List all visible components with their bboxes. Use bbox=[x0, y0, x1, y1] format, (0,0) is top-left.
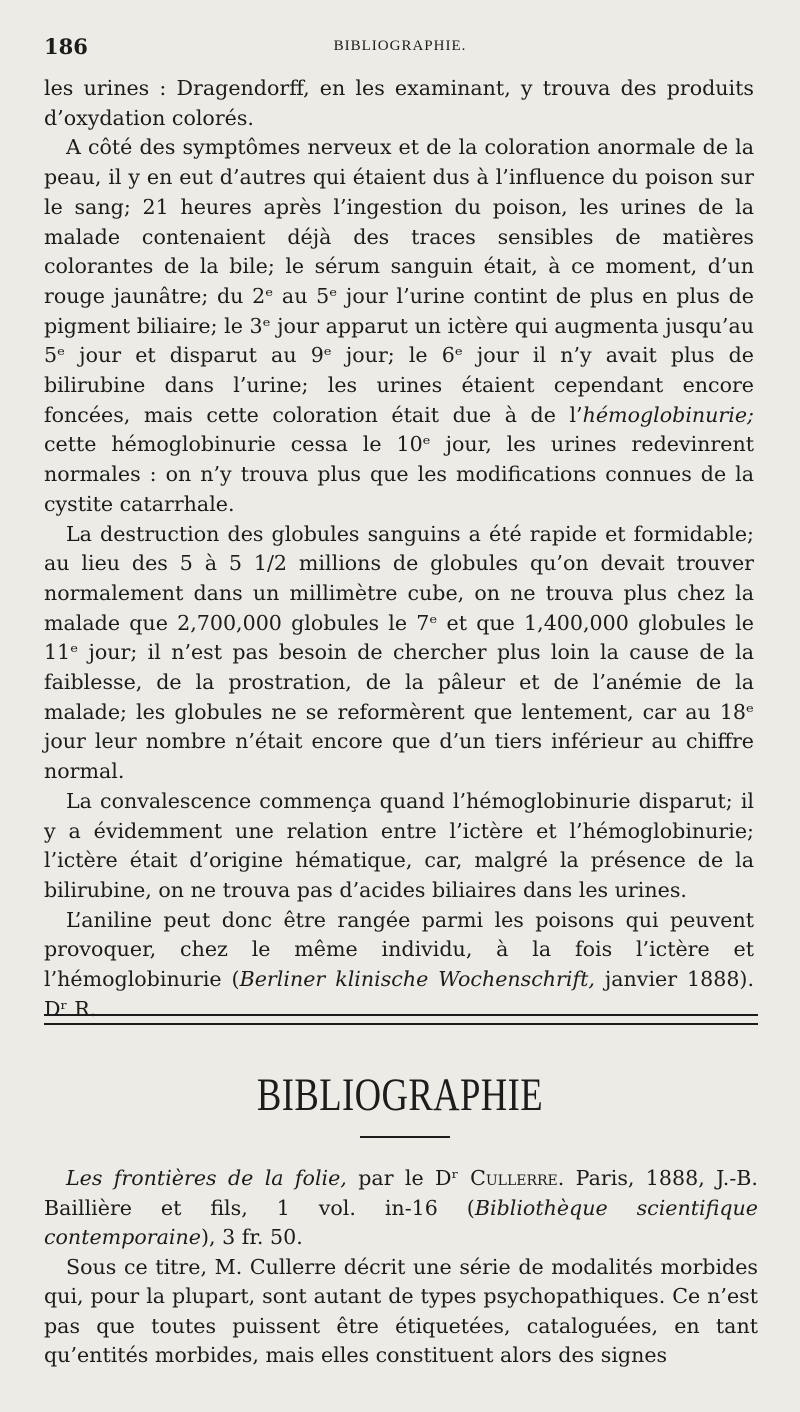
paragraph-symptoms-text-end: cette hémoglobinurie cessa le 10ᵉ jour, les urines redevinrent normales : on n’y trouva plus que les modifications connues de la cystite catarrhale. bbox=[44, 432, 754, 516]
bibliography-entry bbox=[44, 1164, 758, 1253]
bibliography-section bbox=[44, 1164, 758, 1371]
book-price: ), 3 fr. 50. bbox=[200, 1225, 303, 1249]
book-title: Les frontières de la folie, bbox=[66, 1166, 347, 1190]
paragraph-urines: les urines : Dragendorff, en les examinant, y trouva des produits d’oxydation colorés. bbox=[44, 76, 754, 130]
book-author: Cullerre bbox=[470, 1166, 558, 1190]
paragraph-symptoms bbox=[44, 133, 754, 519]
entry-by: par le Dʳ bbox=[346, 1166, 471, 1190]
title-underline bbox=[360, 1136, 450, 1138]
paragraph-convalescence: La convalescence commença quand l’hémoglobinurie disparut; il y a évidemment une relation entre l’ictère et l’hémoglobinurie; l’ictère était d’origine hématique, car, malgré la présence de la bilirubine, on ne trouva pas d’acides biliaires dans les urines. bbox=[44, 788, 754, 902]
review-paragraph: Sous ce titre, M. Cullerre décrit une série de modalités morbides qui, pour la plupart, sont autant de types psychopathiques. Ce n’est pas que toutes puissent être étiquetées, cataloguées, en tant qu’entités morbides, mais elles constituent alors des signes bbox=[44, 1254, 758, 1367]
paragraph-conclusion bbox=[44, 906, 754, 1025]
paragraph-symptoms-text: A côté des symptômes nerveux et de la coloration anormale de la peau, il y en eut d’autres qui étaient dus à l’influence du poison sur le sang; 21 heures après l’ingestion du poison, les urines de la malade contenaient déjà des traces sensibles de matières colorantes de la bile; le sérum sanguin était, à ce moment, d’un rouge jaunâtre; du 2ᵉ au 5ᵉ jour l’urine contint de plus en plus de pigment biliaire; le 3ᵉ jour apparut un ictère qui augmenta jusqu’au 5ᵉ jour et disparut au 9ᵉ jour; le 6ᵉ jour il n’y avait plus de bilirubine dans l’urine; les urines étaient cependant encore foncées, mais cette coloration était due à de l’ bbox=[44, 135, 754, 427]
article-body bbox=[44, 74, 754, 1025]
page-number: 186 bbox=[44, 34, 88, 59]
hemoglobinurie-term: hémoglobinurie; bbox=[582, 402, 754, 427]
running-head: BIBLIOGRAPHIE. bbox=[333, 38, 467, 54]
publication-info: . Paris, 1888, J.-B. Baillière et fils, 1 vol. in-16 ( bbox=[44, 1166, 758, 1220]
section-title: BIBLIOGRAPHIE bbox=[256, 1069, 544, 1121]
page-header bbox=[44, 34, 756, 64]
book-series: Bibliothèque scientifique contemporaine bbox=[44, 1195, 758, 1249]
paragraph-conclusion-end: janvier 1888). Dʳ R. bbox=[44, 967, 755, 1021]
paragraph-globules: La destruction des globules sanguins a été rapide et formidable; au lieu des 5 à 5 1/2 millions de globules qu’on devait trouver normalement dans un millimètre cube, on ne trouva plus chez la malade que 2,700,000 globules le 7ᵉ et que 1,400,000 globules le 11ᵉ jour; il n’est pas besoin de chercher plus loin la cause de la faiblesse, de la prostration, de la pâleur et de l’anémie de la malade; les globules ne se reformèrent que lentement, car au 18ᵉ jour leur nombre n’était encore que d’un tiers inférieur au chiffre normal. bbox=[44, 521, 754, 784]
journal-citation: Berliner klinische Wochenschrift, bbox=[239, 967, 595, 992]
paragraph-conclusion-text: L’aniline peut donc être rangée parmi les poisons qui peuvent provoquer, chez le même individu, à la fois l’ictère et l’hémoglobinurie ( bbox=[44, 907, 754, 992]
double-rule-divider bbox=[44, 1014, 758, 1025]
